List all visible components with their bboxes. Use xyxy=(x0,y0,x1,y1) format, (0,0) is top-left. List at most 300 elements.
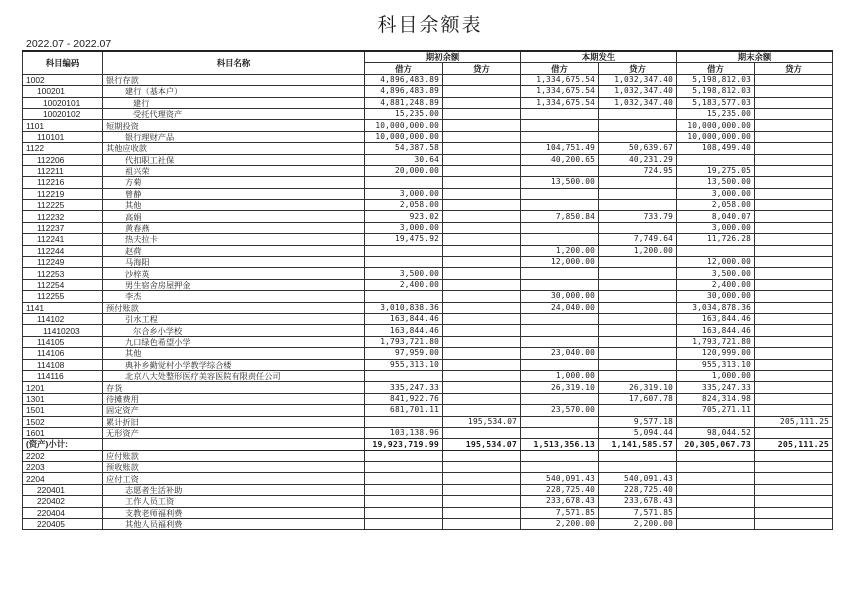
cell-current-credit xyxy=(599,200,677,211)
cell-current-debit: 26,319.10 xyxy=(521,382,599,393)
cell-opening-credit xyxy=(443,120,521,131)
cell-current-credit: 724.95 xyxy=(599,165,677,176)
cell-current-credit xyxy=(599,291,677,302)
cell-current-debit: 24,040.00 xyxy=(521,302,599,313)
cell-opening-debit xyxy=(365,473,443,484)
cell-current-debit: 1,334,675.54 xyxy=(521,74,599,85)
cell-current-credit xyxy=(599,120,677,131)
cell-account-name: 沙梓英 xyxy=(103,268,365,279)
cell-closing-debit: 3,500.00 xyxy=(677,268,755,279)
cell-current-credit: 50,639.67 xyxy=(599,143,677,154)
cell-current-debit xyxy=(521,393,599,404)
cell-closing-credit xyxy=(755,484,833,495)
cell-current-debit: 40,200.65 xyxy=(521,154,599,165)
cell-opening-credit xyxy=(443,211,521,222)
cell-opening-credit xyxy=(443,302,521,313)
cell-closing-debit xyxy=(677,245,755,256)
cell-account-code: 114106 xyxy=(23,348,103,359)
cell-closing-credit xyxy=(755,359,833,370)
cell-closing-debit xyxy=(677,507,755,518)
cell-opening-debit: 3,000.00 xyxy=(365,222,443,233)
cell-closing-debit: 8,040.07 xyxy=(677,211,755,222)
cell-closing-debit: 705,271.11 xyxy=(677,405,755,416)
header-opening: 期初余额 xyxy=(365,51,521,63)
cell-current-credit xyxy=(599,108,677,119)
cell-closing-debit: 163,844.46 xyxy=(677,313,755,324)
cell-closing-credit xyxy=(755,405,833,416)
cell-opening-credit xyxy=(443,507,521,518)
cell-current-debit xyxy=(521,427,599,438)
table-row xyxy=(23,120,833,131)
cell-current-credit xyxy=(599,359,677,370)
cell-account-name: 其他 xyxy=(103,348,365,359)
cell-current-debit: 2,200.00 xyxy=(521,519,599,530)
cell-account-code: 114105 xyxy=(23,336,103,347)
cell-account-name: 祖兴荣 xyxy=(103,165,365,176)
cell-closing-debit: 2,400.00 xyxy=(677,279,755,290)
table-row xyxy=(23,496,833,507)
table-row xyxy=(23,86,833,97)
cell-closing-debit: 3,000.00 xyxy=(677,188,755,199)
cell-current-credit: 1,200.00 xyxy=(599,245,677,256)
cell-current-credit xyxy=(599,348,677,359)
cell-current-credit: 540,091.43 xyxy=(599,473,677,484)
cell-opening-debit: 3,500.00 xyxy=(365,268,443,279)
cell-current-credit: 1,141,585.57 xyxy=(599,439,677,450)
cell-closing-credit xyxy=(755,393,833,404)
cell-closing-credit xyxy=(755,188,833,199)
cell-account-code: 2202 xyxy=(23,450,103,461)
cell-opening-debit xyxy=(365,291,443,302)
table-row xyxy=(23,200,833,211)
cell-closing-debit: 15,235.00 xyxy=(677,108,755,119)
cell-current-credit xyxy=(599,222,677,233)
cell-current-credit: 1,032,347.40 xyxy=(599,74,677,85)
table-row xyxy=(23,359,833,370)
cell-current-debit xyxy=(521,450,599,461)
table-row xyxy=(23,416,833,427)
cell-opening-credit xyxy=(443,200,521,211)
cell-closing-credit xyxy=(755,234,833,245)
cell-opening-credit xyxy=(443,291,521,302)
cell-current-debit xyxy=(521,165,599,176)
cell-current-credit: 233,678.43 xyxy=(599,496,677,507)
cell-current-debit: 1,334,675.54 xyxy=(521,97,599,108)
table-body xyxy=(23,74,833,530)
cell-account-name: 志愿者生活补助 xyxy=(103,484,365,495)
header-closing-credit: 贷方 xyxy=(755,63,833,74)
cell-closing-credit xyxy=(755,200,833,211)
table-row xyxy=(23,370,833,381)
cell-closing-debit: 10,000,000.00 xyxy=(677,120,755,131)
table-row xyxy=(23,188,833,199)
cell-opening-debit: 30.64 xyxy=(365,154,443,165)
table-row xyxy=(23,222,833,233)
cell-account-name: 预收账款 xyxy=(103,462,365,473)
cell-closing-debit xyxy=(677,473,755,484)
cell-account-name: 工作人员工资 xyxy=(103,496,365,507)
cell-closing-debit: 3,034,878.36 xyxy=(677,302,755,313)
cell-opening-credit xyxy=(443,484,521,495)
cell-account-code: 1301 xyxy=(23,393,103,404)
cell-current-credit: 26,319.10 xyxy=(599,382,677,393)
cell-opening-debit: 2,400.00 xyxy=(365,279,443,290)
cell-current-credit xyxy=(599,450,677,461)
cell-opening-debit: 54,387.58 xyxy=(365,143,443,154)
cell-closing-credit xyxy=(755,325,833,336)
cell-opening-credit xyxy=(443,234,521,245)
cell-current-credit xyxy=(599,370,677,381)
cell-opening-debit: 163,844.46 xyxy=(365,325,443,336)
cell-current-credit xyxy=(599,302,677,313)
cell-closing-debit xyxy=(677,450,755,461)
cell-closing-debit: 5,198,812.03 xyxy=(677,74,755,85)
table-row xyxy=(23,348,833,359)
cell-opening-debit xyxy=(365,462,443,473)
cell-account-name: 建行（基本户） xyxy=(103,86,365,97)
cell-closing-credit xyxy=(755,177,833,188)
cell-current-debit xyxy=(521,336,599,347)
cell-closing-debit: 955,313.10 xyxy=(677,359,755,370)
cell-closing-debit: 120,999.00 xyxy=(677,348,755,359)
cell-account-code: 112249 xyxy=(23,257,103,268)
cell-current-debit: 228,725.40 xyxy=(521,484,599,495)
cell-account-code: 112211 xyxy=(23,165,103,176)
cell-current-credit: 1,032,347.40 xyxy=(599,97,677,108)
cell-current-credit: 1,032,347.40 xyxy=(599,86,677,97)
cell-account-name: 无形资产 xyxy=(103,427,365,438)
cell-closing-credit xyxy=(755,268,833,279)
cell-closing-debit: 1,000.00 xyxy=(677,370,755,381)
cell-closing-credit xyxy=(755,336,833,347)
cell-opening-credit xyxy=(443,143,521,154)
cell-account-code: 112206 xyxy=(23,154,103,165)
cell-account-code: 114102 xyxy=(23,313,103,324)
cell-account-name: 应付账款 xyxy=(103,450,365,461)
cell-closing-credit xyxy=(755,348,833,359)
header-opening-debit: 借方 xyxy=(365,63,443,74)
cell-closing-debit: 824,314.98 xyxy=(677,393,755,404)
cell-closing-credit xyxy=(755,131,833,142)
cell-opening-credit xyxy=(443,519,521,530)
report-period: 2022.07 - 2022.07 xyxy=(26,38,112,50)
cell-account-code: 112219 xyxy=(23,188,103,199)
cell-account-name: 方菊 xyxy=(103,177,365,188)
table-row xyxy=(23,302,833,313)
cell-closing-debit: 1,793,721.80 xyxy=(677,336,755,347)
cell-opening-debit: 923.02 xyxy=(365,211,443,222)
cell-closing-credit xyxy=(755,313,833,324)
cell-account-code: 10020102 xyxy=(23,108,103,119)
cell-account-code: 112216 xyxy=(23,177,103,188)
table-row xyxy=(23,462,833,473)
cell-opening-debit: 97,959.00 xyxy=(365,348,443,359)
cell-closing-credit xyxy=(755,496,833,507)
cell-opening-debit xyxy=(365,507,443,518)
header-current-debit: 借方 xyxy=(521,63,599,74)
cell-closing-debit: 30,000.00 xyxy=(677,291,755,302)
cell-account-name: 应付工资 xyxy=(103,473,365,484)
header-closing-debit: 借方 xyxy=(677,63,755,74)
cell-account-code: 1201 xyxy=(23,382,103,393)
cell-account-code: 1122 xyxy=(23,143,103,154)
cell-account-code: 110101 xyxy=(23,131,103,142)
cell-opening-debit xyxy=(365,177,443,188)
cell-current-debit: 23,040.00 xyxy=(521,348,599,359)
cell-current-credit: 228,725.40 xyxy=(599,484,677,495)
cell-account-code: 220404 xyxy=(23,507,103,518)
cell-account-name: 尔合乡小学校 xyxy=(103,325,365,336)
cell-opening-debit: 163,844.46 xyxy=(365,313,443,324)
cell-account-name: 曾静 xyxy=(103,188,365,199)
cell-closing-debit xyxy=(677,416,755,427)
cell-account-code: (资产)小计: xyxy=(23,439,103,450)
cell-account-name: 短期投资 xyxy=(103,120,365,131)
cell-closing-debit: 3,000.00 xyxy=(677,222,755,233)
cell-closing-credit xyxy=(755,154,833,165)
cell-opening-debit xyxy=(365,257,443,268)
cell-closing-debit: 163,844.46 xyxy=(677,325,755,336)
table-row xyxy=(23,519,833,530)
cell-account-code: 112254 xyxy=(23,279,103,290)
cell-opening-credit xyxy=(443,450,521,461)
table-row xyxy=(23,211,833,222)
cell-closing-credit xyxy=(755,86,833,97)
table-row xyxy=(23,268,833,279)
cell-current-credit xyxy=(599,131,677,142)
cell-closing-credit xyxy=(755,462,833,473)
cell-account-name: 银行理财产品 xyxy=(103,131,365,142)
table-row xyxy=(23,165,833,176)
cell-closing-credit xyxy=(755,222,833,233)
table-row xyxy=(23,154,833,165)
cell-closing-credit xyxy=(755,245,833,256)
subtotal-row xyxy=(23,439,833,450)
cell-opening-credit xyxy=(443,165,521,176)
table-row xyxy=(23,279,833,290)
cell-current-credit: 5,094.44 xyxy=(599,427,677,438)
cell-opening-debit: 1,793,721.80 xyxy=(365,336,443,347)
cell-opening-credit xyxy=(443,405,521,416)
cell-opening-credit xyxy=(443,348,521,359)
cell-closing-credit xyxy=(755,450,833,461)
cell-opening-credit xyxy=(443,188,521,199)
cell-account-code: 1502 xyxy=(23,416,103,427)
cell-account-code: 2203 xyxy=(23,462,103,473)
cell-opening-debit xyxy=(365,450,443,461)
cell-opening-credit xyxy=(443,257,521,268)
cell-account-name: 固定资产 xyxy=(103,405,365,416)
cell-closing-debit: 12,000.00 xyxy=(677,257,755,268)
cell-closing-credit xyxy=(755,108,833,119)
cell-account-code: 114116 xyxy=(23,370,103,381)
cell-closing-debit: 2,058.00 xyxy=(677,200,755,211)
cell-closing-credit: 205,111.25 xyxy=(755,439,833,450)
cell-opening-debit: 4,896,483.89 xyxy=(365,74,443,85)
cell-closing-debit: 13,500.00 xyxy=(677,177,755,188)
cell-current-debit xyxy=(521,222,599,233)
cell-closing-debit xyxy=(677,154,755,165)
cell-opening-debit: 20,000.00 xyxy=(365,165,443,176)
cell-closing-debit: 5,198,812.03 xyxy=(677,86,755,97)
cell-opening-debit: 3,000.00 xyxy=(365,188,443,199)
cell-account-code: 1141 xyxy=(23,302,103,313)
cell-current-debit: 104,751.49 xyxy=(521,143,599,154)
cell-account-name: 支教老师福利费 xyxy=(103,507,365,518)
cell-opening-credit xyxy=(443,336,521,347)
cell-account-code: 112232 xyxy=(23,211,103,222)
cell-account-name: 赵荷 xyxy=(103,245,365,256)
header-row-groups xyxy=(23,51,833,63)
cell-account-name: 待摊费用 xyxy=(103,393,365,404)
cell-account-code: 112244 xyxy=(23,245,103,256)
table-row xyxy=(23,450,833,461)
cell-account-code: 112253 xyxy=(23,268,103,279)
table-row xyxy=(23,336,833,347)
cell-opening-credit xyxy=(443,177,521,188)
cell-current-debit: 233,678.43 xyxy=(521,496,599,507)
cell-closing-credit xyxy=(755,279,833,290)
cell-account-name: 引水工程 xyxy=(103,313,365,324)
cell-current-debit xyxy=(521,462,599,473)
cell-closing-debit: 98,044.52 xyxy=(677,427,755,438)
cell-closing-credit xyxy=(755,473,833,484)
cell-current-debit: 30,000.00 xyxy=(521,291,599,302)
report-title: 科目余额表 xyxy=(377,14,483,36)
cell-account-name: 黄春燕 xyxy=(103,222,365,233)
cell-closing-credit xyxy=(755,370,833,381)
cell-current-credit xyxy=(599,177,677,188)
cell-account-code: 112255 xyxy=(23,291,103,302)
cell-opening-debit xyxy=(365,245,443,256)
cell-current-credit: 40,231.29 xyxy=(599,154,677,165)
table-row xyxy=(23,473,833,484)
cell-opening-credit xyxy=(443,86,521,97)
cell-current-debit xyxy=(521,120,599,131)
table-row xyxy=(23,325,833,336)
cell-current-credit: 733.79 xyxy=(599,211,677,222)
header-opening-credit: 贷方 xyxy=(443,63,521,74)
cell-current-debit: 13,500.00 xyxy=(521,177,599,188)
cell-current-credit: 9,577.18 xyxy=(599,416,677,427)
cell-account-code: 11410203 xyxy=(23,325,103,336)
cell-closing-debit xyxy=(677,462,755,473)
cell-closing-credit xyxy=(755,302,833,313)
cell-current-credit: 7,749.64 xyxy=(599,234,677,245)
cell-current-debit: 1,200.00 xyxy=(521,245,599,256)
cell-opening-credit xyxy=(443,382,521,393)
cell-closing-credit xyxy=(755,257,833,268)
cell-opening-credit xyxy=(443,370,521,381)
cell-account-name: 存货 xyxy=(103,382,365,393)
cell-current-credit xyxy=(599,268,677,279)
cell-opening-credit xyxy=(443,245,521,256)
cell-opening-debit: 681,701.11 xyxy=(365,405,443,416)
table-row xyxy=(23,131,833,142)
cell-closing-credit xyxy=(755,74,833,85)
cell-current-debit xyxy=(521,234,599,245)
cell-current-credit xyxy=(599,462,677,473)
table-row xyxy=(23,313,833,324)
cell-opening-debit: 841,922.76 xyxy=(365,393,443,404)
cell-closing-debit: 11,726.28 xyxy=(677,234,755,245)
cell-current-credit xyxy=(599,257,677,268)
cell-account-name: 九口绿色希望小学 xyxy=(103,336,365,347)
cell-opening-credit xyxy=(443,108,521,119)
cell-current-credit xyxy=(599,188,677,199)
cell-opening-credit xyxy=(443,393,521,404)
table-row xyxy=(23,177,833,188)
cell-current-debit xyxy=(521,279,599,290)
cell-account-code: 10020101 xyxy=(23,97,103,108)
cell-closing-credit xyxy=(755,143,833,154)
cell-current-debit: 7,571.85 xyxy=(521,507,599,518)
cell-opening-debit xyxy=(365,496,443,507)
cell-current-credit: 2,200.00 xyxy=(599,519,677,530)
cell-account-name: 代扣职工社保 xyxy=(103,154,365,165)
cell-closing-credit xyxy=(755,507,833,518)
cell-closing-credit xyxy=(755,291,833,302)
cell-opening-credit xyxy=(443,97,521,108)
cell-opening-credit xyxy=(443,496,521,507)
cell-closing-debit: 19,275.05 xyxy=(677,165,755,176)
cell-current-debit xyxy=(521,268,599,279)
cell-current-debit xyxy=(521,359,599,370)
cell-account-code: 112241 xyxy=(23,234,103,245)
cell-opening-debit xyxy=(365,416,443,427)
cell-opening-debit: 19,475.92 xyxy=(365,234,443,245)
cell-current-credit xyxy=(599,279,677,290)
cell-account-code: 1002 xyxy=(23,74,103,85)
cell-current-debit xyxy=(521,131,599,142)
cell-opening-credit xyxy=(443,313,521,324)
cell-opening-credit xyxy=(443,279,521,290)
cell-opening-credit xyxy=(443,268,521,279)
cell-opening-credit xyxy=(443,131,521,142)
cell-opening-credit xyxy=(443,359,521,370)
cell-account-name: 其他人员福利费 xyxy=(103,519,365,530)
cell-current-debit: 540,091.43 xyxy=(521,473,599,484)
cell-opening-debit xyxy=(365,519,443,530)
header-closing: 期末余额 xyxy=(677,51,833,63)
cell-account-code: 114108 xyxy=(23,359,103,370)
table-row xyxy=(23,143,833,154)
cell-opening-credit xyxy=(443,473,521,484)
table-row xyxy=(23,484,833,495)
cell-account-name: 男生宿舍房屋押金 xyxy=(103,279,365,290)
cell-opening-credit xyxy=(443,74,521,85)
cell-account-code: 1101 xyxy=(23,120,103,131)
cell-opening-debit: 10,000,000.00 xyxy=(365,131,443,142)
table-row xyxy=(23,97,833,108)
cell-opening-debit: 4,896,483.89 xyxy=(365,86,443,97)
cell-current-credit xyxy=(599,405,677,416)
cell-current-debit: 1,000.00 xyxy=(521,370,599,381)
cell-current-debit xyxy=(521,108,599,119)
cell-opening-credit xyxy=(443,154,521,165)
cell-current-credit xyxy=(599,336,677,347)
cell-closing-debit: 5,183,577.03 xyxy=(677,97,755,108)
cell-closing-credit: 205,111.25 xyxy=(755,416,833,427)
header-name: 科目名称 xyxy=(103,51,365,74)
cell-opening-credit xyxy=(443,325,521,336)
cell-current-credit: 7,571.85 xyxy=(599,507,677,518)
cell-closing-credit xyxy=(755,519,833,530)
cell-opening-credit: 195,534.07 xyxy=(443,416,521,427)
cell-current-credit xyxy=(599,325,677,336)
cell-opening-credit xyxy=(443,462,521,473)
table-row xyxy=(23,234,833,245)
